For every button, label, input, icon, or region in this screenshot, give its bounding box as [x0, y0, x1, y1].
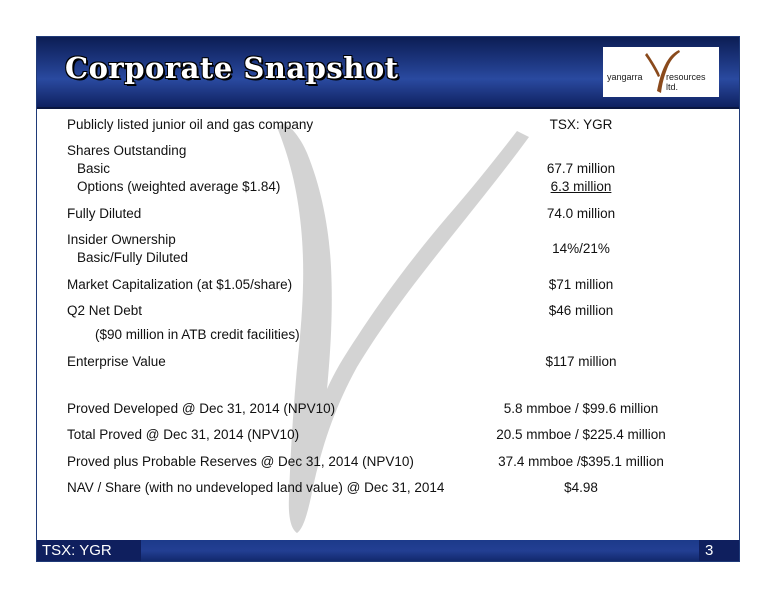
- row-value-options: 6.3 million: [550, 179, 612, 194]
- row-label-fully-diluted: Fully Diluted: [67, 206, 142, 221]
- row-label-proved-probable: Proved plus Probable Reserves @ Dec 31, 2014 (NPV10): [67, 454, 414, 469]
- row-label-basic-fully-diluted: Basic/Fully Diluted: [77, 250, 189, 265]
- row-value-proved-developed: 5.8 mmboe / $99.6 million: [503, 401, 659, 416]
- row-value-fully-diluted: 74.0 million: [546, 206, 616, 221]
- row-label-market-cap: Market Capitalization (at $1.05/share): [67, 277, 293, 292]
- row-label-total-proved: Total Proved @ Dec 31, 2014 (NPV10): [67, 427, 300, 442]
- snapshot-table: [37, 109, 739, 539]
- footer-ticker: TSX: YGR: [42, 542, 112, 559]
- row-value-options-cell: [451, 179, 711, 194]
- company-logo: [603, 47, 719, 97]
- row-label-nav-per-share: NAV / Share (with no undeveloped land value) @ Dec 31, 2014: [67, 480, 445, 495]
- row-value-net-debt: $46 million: [548, 303, 614, 318]
- row-label-listing: Publicly listed junior oil and gas company: [67, 117, 314, 132]
- row-label-shares-outstanding: Shares Outstanding: [67, 143, 187, 158]
- row-value-nav-per-share: $4.98: [564, 480, 598, 495]
- row-label-net-debt: Q2 Net Debt: [67, 303, 143, 318]
- row-value-total-proved: 20.5 mmboe / $225.4 million: [496, 427, 666, 442]
- logo-wordmark-left: yangarra: [607, 72, 643, 82]
- slide: [36, 36, 740, 562]
- row-value-market-cap: $71 million: [548, 277, 614, 292]
- row-label-options: Options (weighted average $1.84): [77, 179, 281, 194]
- row-value-enterprise-value: $117 million: [545, 354, 617, 369]
- row-label-basic: Basic: [77, 161, 111, 176]
- row-label-enterprise-value: Enterprise Value: [67, 354, 166, 369]
- footer-bar: [37, 540, 739, 561]
- title-bar: [37, 37, 739, 107]
- row-value-basic: 67.7 million: [546, 161, 616, 176]
- row-label-insider-ownership: Insider Ownership: [67, 232, 176, 247]
- row-label-credit-facilities: ($90 million in ATB credit facilities): [95, 327, 300, 342]
- row-label-proved-developed: Proved Developed @ Dec 31, 2014 (NPV10): [67, 401, 336, 416]
- row-value-insider-ownership: 14%/21%: [552, 241, 610, 256]
- slide-title: Corporate Snapshot: [65, 51, 399, 85]
- page-number: 3: [705, 542, 714, 559]
- row-value-proved-probable: 37.4 mmboe /$395.1 million: [498, 454, 664, 469]
- logo-wordmark-right: resources ltd.: [666, 72, 706, 92]
- row-value-listing: TSX: YGR: [549, 117, 613, 132]
